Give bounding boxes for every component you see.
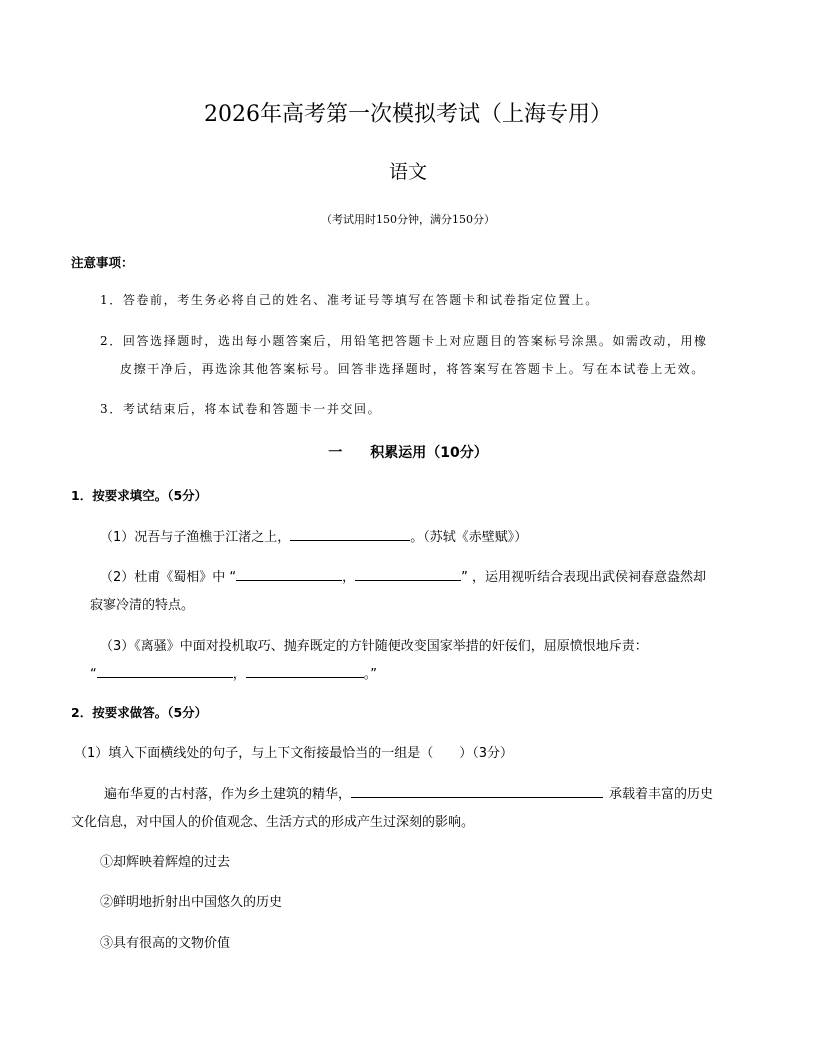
answer-blank[interactable]: [236, 567, 342, 581]
q1-item-3-open-quote: “: [90, 667, 97, 682]
answer-blank[interactable]: [290, 527, 410, 541]
notice-item-3: 3．考试结束后，将本试卷和答题卡一并交回。: [100, 402, 382, 416]
subject-title: 语文: [388, 161, 427, 183]
q1-item-2-prompt: （2）杜甫《蜀相》中 “: [100, 570, 237, 585]
q1-item-3-separator: ，: [232, 667, 246, 682]
answer-blank[interactable]: [355, 567, 461, 581]
q1-item-2-tail: ” ，运用视听结合表现出武侯祠春意盎然却: [461, 570, 707, 585]
option-2: ②鲜明地折射出中国悠久的历史: [100, 895, 283, 910]
q2-passage-line-2: 文化信息，对中国人的价值观念、生活方式的形成产生过深刻的影响。: [71, 815, 475, 830]
q1-item-2-separator: ，: [342, 570, 356, 585]
q1-item-2-cont: 寂寥冷清的特点。: [90, 598, 195, 613]
q2-passage-post: 承载着丰富的历史: [609, 787, 714, 802]
exam-duration: （考试用时150分钟，满分150分）: [321, 213, 495, 226]
section-heading: [0, 442, 816, 462]
q1-item-1-prompt: （1）况吾与子渔樵于江渚之上，: [100, 530, 291, 545]
option-3: ③具有很高的文物价值: [100, 936, 231, 951]
answer-blank[interactable]: [246, 664, 364, 678]
q1-item-1-source: 。（苏轼《赤壁赋》）: [410, 530, 528, 545]
q1-item-3: （3）《离骚》中面对投机取巧、抛弃既定的方针随便改变国家举措的奸佞们，屈原愤恨地斥责：: [100, 639, 648, 654]
section-number: 一: [328, 445, 343, 461]
answer-blank[interactable]: [351, 784, 603, 798]
q1-item-1: [100, 526, 527, 545]
option-1: ①却辉映着辉煌的过去: [100, 855, 231, 870]
exam-title: 2026年高考第一次模拟考试（上海专用）: [204, 102, 612, 127]
notice-item-2-cont: 皮擦干净后，再选涂其他答案标号。回答非选择题时，将答案写在答题卡上。写在本试卷上无效。: [120, 362, 705, 376]
notice-heading: 注意事项：: [71, 255, 134, 270]
question-1-heading: 1．按要求填空。（5分）: [71, 488, 208, 503]
q2-sub-1: （1）填入下面横线处的句子，与上下文衔接最恰当的一组是（ ）（3分）: [74, 746, 514, 761]
q2-passage-line-1: [104, 783, 713, 802]
notice-item-2: 2．回答选择题时，选出每小题答案后，用铅笔把答题卡上对应题目的答案标号涂黑。如需改动，用橡: [100, 334, 708, 348]
q1-item-2: [100, 566, 706, 585]
q1-item-3-cont: [90, 663, 377, 682]
notice-item-1: 1．答卷前，考生务必将自己的姓名、准考证号等填写在答题卡和试卷指定位置上。: [100, 293, 599, 307]
answer-blank[interactable]: [97, 664, 233, 678]
section-title: 积累运用（10分）: [370, 445, 488, 461]
q1-item-3-close: 。”: [363, 667, 378, 682]
question-2-heading: 2．按要求做答。（5分）: [71, 705, 208, 720]
q2-passage-pre: 遍布华夏的古村落，作为乡土建筑的精华，: [104, 787, 352, 802]
